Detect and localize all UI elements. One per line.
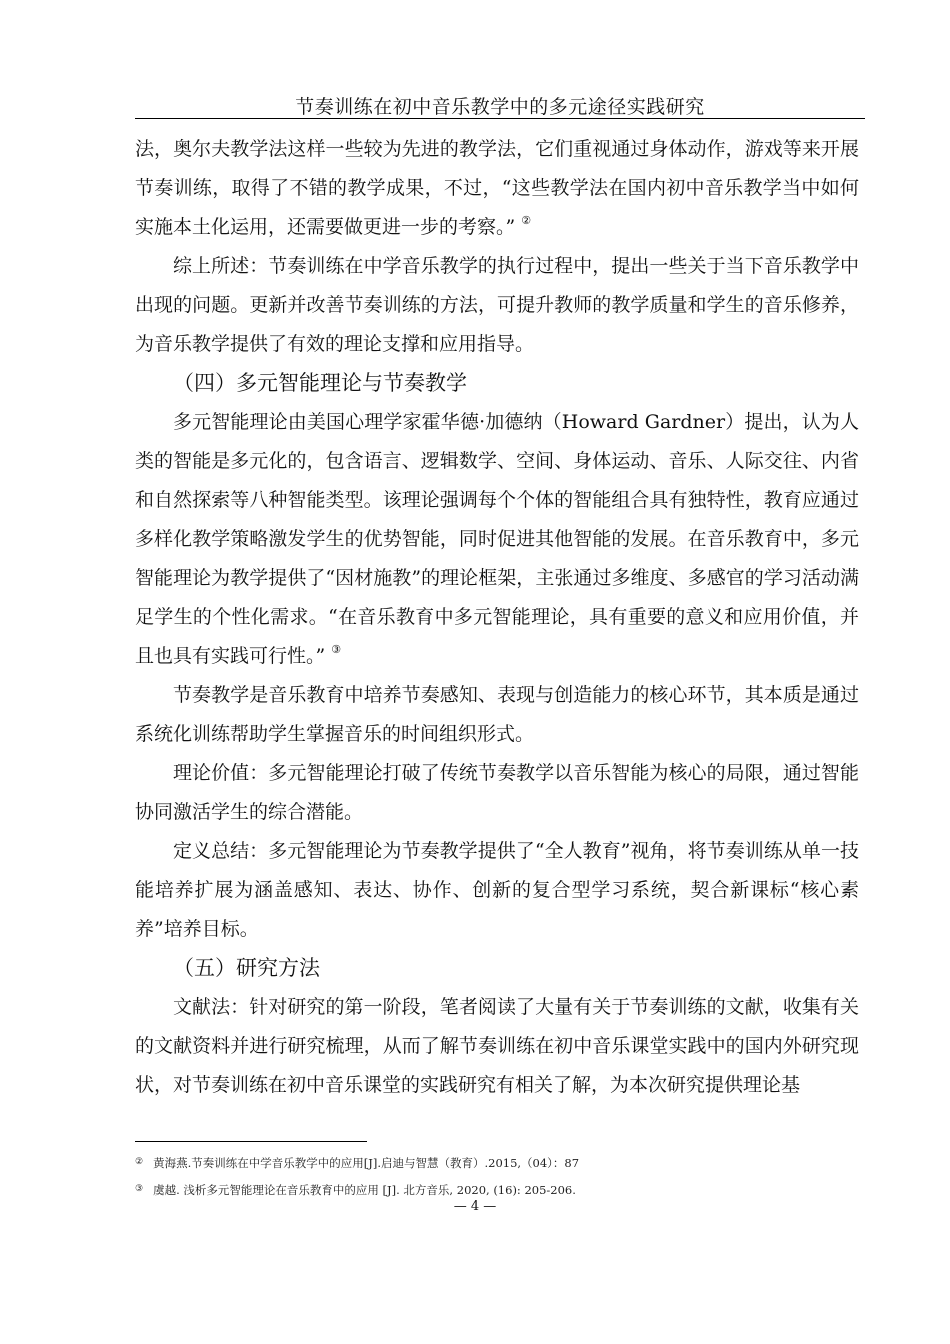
footnote-ref-2: ② — [521, 214, 532, 227]
footnote-2 — [135, 1152, 859, 1173]
footnote-rule — [135, 1141, 367, 1142]
header-rule — [135, 118, 865, 119]
paragraph-3-text: 多元智能理论由美国心理学家霍华德·加德纳（Howard Gardner）提出，认为人类的智能是多元化的，包含语言、逻辑数学、空间、身体运动、音乐、人际交往、内省和自然探索等八种智能类型。该理论强调每个个体的智能组合具有独特性，教育应通过多样化教学策略激发学生的优势智能，同时促进其他智能的发展。在音乐教育中，多元智能理论为教学提供了“因材施教”的理论框架，主张通过多维度、多感官的学习活动满足学生的个性化需求。“在音乐教育中多元智能理论，具有重要的意义和应用价值，并且也具有实践可行性。” — [135, 411, 859, 667]
paragraph-3 — [135, 403, 859, 676]
paragraph-1-text: 法，奥尔夫教学法这样一些较为先进的教学法，它们重视通过身体动作，游戏等来开展节奏训练，取得了不错的教学成果，不过，“这些教学法在国内初中音乐教学当中如何实施本土化运用，还需要做更进一步的考察。” — [135, 138, 859, 238]
footnote-2-text: 黄海燕.节奏训练在中学音乐教学中的应用[J].启迪与智慧（教育）.2015,（04）：87 — [153, 1156, 580, 1170]
paragraph-1 — [135, 130, 859, 247]
section-heading-5: （五）研究方法 — [173, 956, 320, 980]
footnote-3-text: 虞越. 浅析多元智能理论在音乐教育中的应用 [J]. 北方音乐, 2020, (16): 205-206. — [153, 1183, 576, 1197]
footnote-2-mark: ② — [135, 1157, 144, 1167]
footnotes — [135, 1152, 859, 1206]
paragraph-7: 文献法：针对研究的第一阶段，笔者阅读了大量有关于节奏训练的文献，收集有关的文献资料并进行研究梳理，从而了解节奏训练在初中音乐课堂实践中的国内外研究现状，对节奏训练在初中音乐课堂的实践研究有相关了解，为本次研究提供理论基 — [135, 996, 859, 1096]
paragraph-4: 节奏教学是音乐教育中培养节奏感知、表现与创造能力的核心环节，其本质是通过系统化训练帮助学生掌握音乐的时间组织形式。 — [135, 684, 859, 745]
paragraph-6: 定义总结：多元智能理论为节奏教学提供了“全人教育”视角，将节奏训练从单一技能培养扩展为涵盖感知、表达、协作、创新的复合型学习系统，契合新课标“核心素养”培养目标。 — [135, 840, 859, 940]
section-heading-4: （四）多元智能理论与节奏教学 — [173, 371, 467, 395]
paragraph-5: 理论价值：多元智能理论打破了传统节奏教学以音乐智能为核心的局限，通过智能协同激活学生的综合潜能。 — [135, 762, 859, 823]
running-header: 节奏训练在初中音乐教学中的多元途径实践研究 — [295, 96, 705, 118]
paragraph-2: 综上所述：节奏训练在中学音乐教学的执行过程中，提出一些关于当下音乐教学中出现的问题。更新并改善节奏训练的方法，可提升教师的教学质量和学生的音乐修养，为音乐教学提供了有效的理论支撑和应用指导。 — [135, 255, 859, 355]
footnote-3 — [135, 1179, 859, 1200]
footnote-3-mark: ③ — [135, 1184, 144, 1194]
page-number: — 4 — — [453, 1199, 497, 1214]
body-text — [135, 130, 859, 1105]
footnote-ref-3: ③ — [331, 643, 342, 656]
